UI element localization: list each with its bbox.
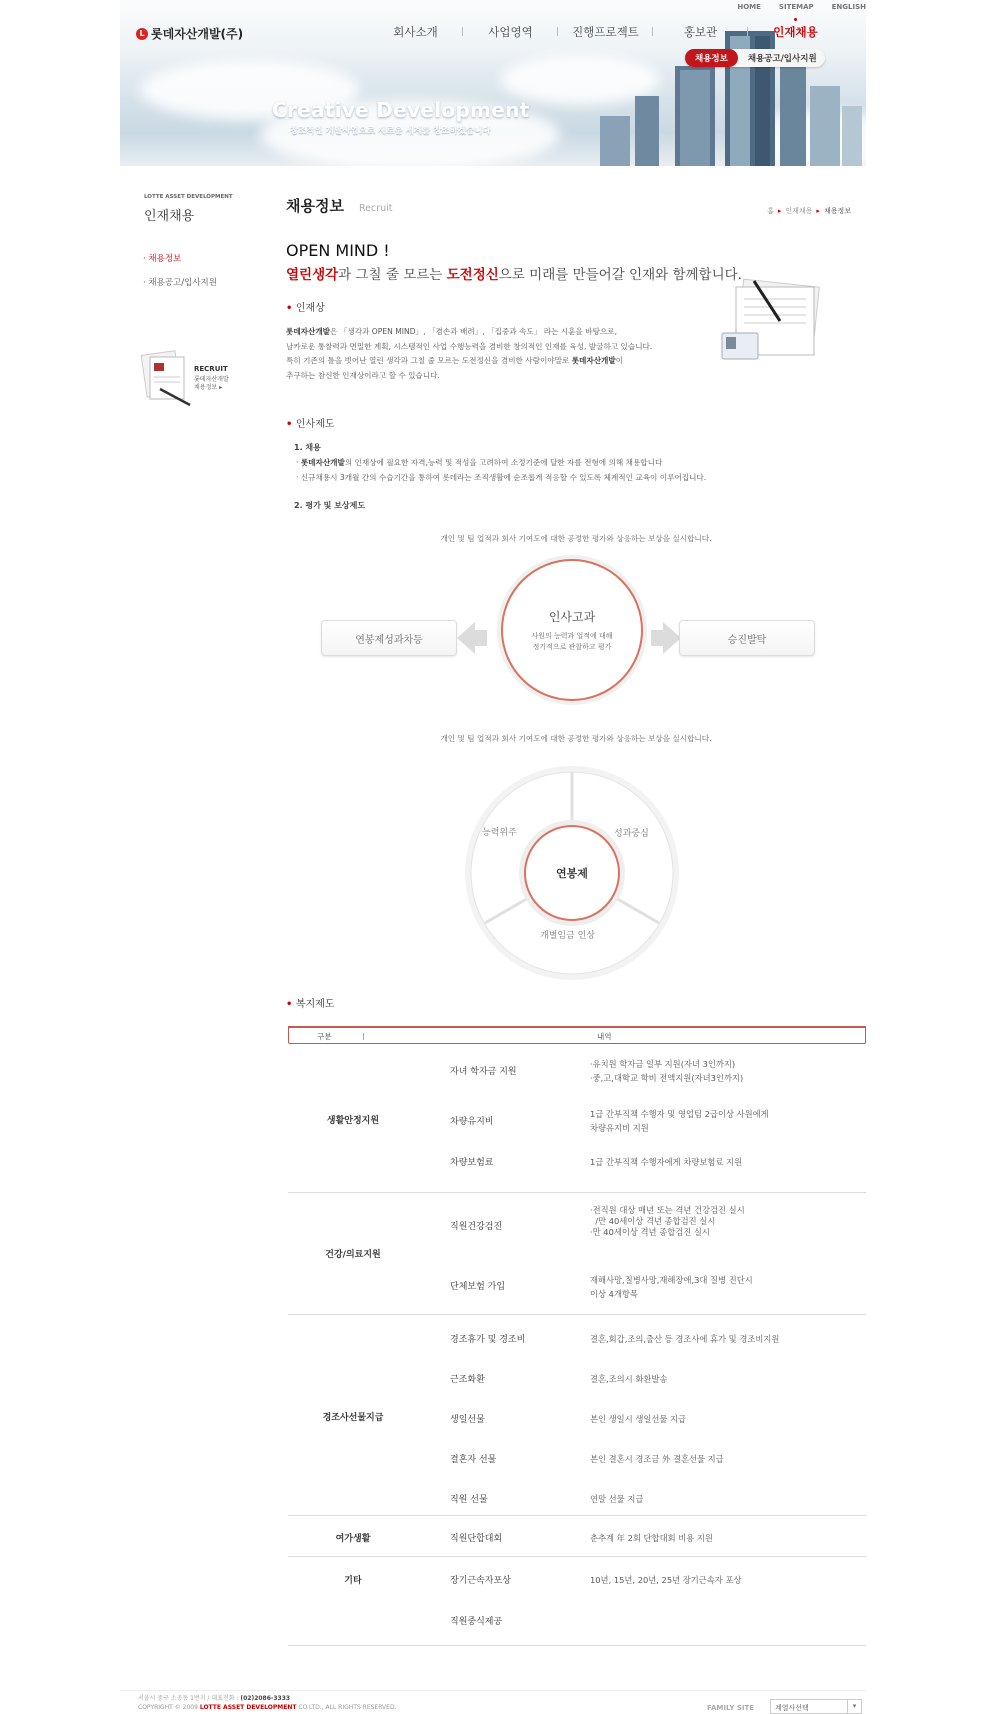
- welfare-detail: ·유치원 학자금 일부 지원(자녀 3인까지) ·중,고,대학교 학비 전액지원(자녀3인까지): [590, 1059, 744, 1083]
- sitemap-link[interactable]: SITEMAP: [778, 3, 814, 11]
- welfare-detail: 본인 결혼시 경조금 外 결혼선물 지급: [590, 1454, 724, 1464]
- banner-title: RECRUIT: [194, 365, 228, 373]
- footer-address: 서울시 중구 소공동 1번지 / 대표전화 :: [138, 1695, 241, 1702]
- left-menu-recruit-info[interactable]: · 채용정보: [143, 252, 217, 264]
- pie-label-individual-raise: 개별임금 인상: [540, 931, 596, 941]
- logo-mark-icon: L: [136, 28, 148, 40]
- talent-text: [286, 325, 652, 383]
- intro-text-2: 으로 미래를 만들어갈 인재와 함께합니다.: [498, 267, 742, 283]
- welfare-detail: ·전직원 대상 매년 또는 격년 건강검진 실시 /만 40세이상 격년 종합검진 실시 ·만 40세이상 격년 종합검진 실시: [590, 1205, 745, 1237]
- welfare-category: 경조사선물지급: [322, 1413, 384, 1423]
- nav-item-business[interactable]: 사업영역: [463, 24, 558, 40]
- footer-divider: [120, 1690, 866, 1691]
- salary-caption: 개인 및 팀 업적과 회사 기여도에 대한 공정한 평가와 상응하는 보상을 실시합니다.: [440, 734, 712, 743]
- arrow-right-icon: [651, 622, 681, 654]
- welfare-detail: 결혼,조의시 화환발송: [590, 1374, 668, 1384]
- nav-item-projects[interactable]: 진행프로젝트: [558, 24, 653, 40]
- dropdown-arrow-icon[interactable]: ▾: [847, 1700, 861, 1713]
- col-header-category: 구분: [317, 1032, 332, 1041]
- page-title: 채용정보: [286, 197, 344, 215]
- footer-company: LOTTE ASSET DEVELOPMENT: [199, 1704, 297, 1711]
- breadcrumb: [767, 206, 851, 216]
- company-name: 롯데자산개발: [300, 458, 345, 467]
- welfare-item: 직원중식제공: [450, 1617, 503, 1627]
- pie-label-ability: 능력위주: [482, 828, 517, 838]
- welfare-item: 직원단합대회: [450, 1534, 503, 1544]
- salary-diff-box: 연봉제성과차등: [321, 620, 457, 656]
- nav-item-recruit-label: 인재채용: [773, 25, 818, 39]
- evaluation-caption: 개인 및 팀 업적과 회사 기여도에 대한 공정한 평가와 상응하는 보상을 실시합니다.: [440, 534, 712, 543]
- intro-subline: [286, 263, 742, 283]
- breadcrumb-current: 채용정보: [823, 207, 851, 215]
- left-title: 인재채용: [144, 209, 195, 224]
- recruit-banner[interactable]: [140, 349, 240, 409]
- buildings-illustration: [580, 26, 866, 166]
- banner-subtitle: 롯데자산개발 채용정보 ▸: [194, 376, 229, 391]
- pie-label-performance: 성과중심: [614, 829, 649, 839]
- footer-rights: CO.LTD., ALL RIGHTS RESERVED.: [296, 1704, 397, 1711]
- family-site-select[interactable]: [770, 1699, 862, 1714]
- hr-subheading-2: 2. 평가 및 보상제도: [294, 501, 366, 510]
- active-dot: [794, 18, 797, 21]
- welfare-item: 경조휴가 및 경조비: [450, 1335, 526, 1345]
- welfare-item: 생일선물: [450, 1415, 485, 1425]
- breadcrumb-arrow-icon: ▸: [777, 207, 782, 215]
- intro-text-1: 과 그칠 줄 모르는: [338, 267, 447, 283]
- welfare-item: 차량유지비: [450, 1117, 494, 1127]
- welfare-group: [288, 1193, 866, 1315]
- welfare-item: 결혼자 선물: [450, 1455, 497, 1465]
- hr-subheading-1: 1. 채용: [294, 443, 321, 452]
- utility-nav: [737, 3, 866, 11]
- resume-illustration: [718, 277, 828, 369]
- nav-item-company[interactable]: 회사소개: [368, 24, 463, 40]
- talent-line-3: 특히 기존의 틀을 벗어난 열린 생각과 그칠 줄 모르는 도전정신을 겸비한 사람이야말로: [286, 356, 572, 366]
- welfare-item: 차량보험료: [450, 1158, 494, 1168]
- footer-copyright: COPYRIGHT © 2009: [138, 1704, 200, 1711]
- footer-info: [138, 1694, 396, 1712]
- welfare-category: 건강/의료지원: [325, 1250, 381, 1260]
- company-logo[interactable]: [136, 25, 243, 42]
- visual-headline: Creative Development: [272, 98, 530, 122]
- promotion-box: 승진발탁: [679, 620, 815, 656]
- logo-text: 롯데자산개발(주): [151, 27, 244, 41]
- family-site-value: 계열사선택: [775, 1704, 809, 1712]
- document-pen-icon: [140, 349, 194, 407]
- hr-heading: • 인사제도: [286, 415, 335, 430]
- welfare-detail: 춘추계 年 2회 단합대회 비용 지원: [590, 1533, 713, 1543]
- welfare-heading: • 복지제도: [286, 995, 335, 1010]
- talent-line-4: 추구하는 참신한 인재상이라고 할 수 있습니다.: [286, 370, 440, 380]
- welfare-category: 생활안정지원: [326, 1116, 380, 1126]
- company-name: 롯데자산개발: [286, 327, 331, 336]
- breadcrumb-arrow-icon: ▸: [816, 207, 820, 215]
- welfare-table-header: [288, 1026, 866, 1044]
- talent-heading: • 인재상: [286, 299, 325, 314]
- welfare-detail: 연말 선물 지급: [590, 1494, 644, 1504]
- family-site-label: FAMILY SITE: [707, 1704, 755, 1712]
- nav-item-recruit[interactable]: [748, 24, 843, 40]
- header-divider: [363, 1033, 364, 1040]
- appraisal-desc-line-1: 사원의 능력과 업적에 대해: [531, 631, 613, 640]
- main-nav: [368, 24, 843, 40]
- welfare-category: 기타: [344, 1576, 362, 1586]
- appraisal-desc-line-2: 정기적으로 관찰하고 평가: [532, 642, 612, 651]
- nav-item-pr[interactable]: 홍보관: [653, 24, 748, 40]
- welfare-detail: 재해사망,질병사망,재해장애,3대 질병 진단시 이상 4개항목: [590, 1275, 753, 1299]
- footer-phone: (02)2086-3333: [240, 1695, 291, 1702]
- visual-subtitle: 창조적인 개발사업으로 새로운 세계를 창조하겠습니다: [290, 126, 491, 136]
- page-title-en: Recruit: [359, 203, 393, 214]
- header-visual: [120, 0, 866, 166]
- col-header-detail: 내역: [597, 1032, 612, 1041]
- welfare-item: 근조화환: [450, 1375, 485, 1385]
- left-menu: [143, 252, 217, 300]
- welfare-detail: 1급 간부직책 수행자 및 영업팀 2급이상 사원에게 차량유지비 지원: [590, 1109, 769, 1133]
- talent-line-3-end: 이: [615, 356, 624, 366]
- left-menu-apply[interactable]: · 채용공고/입사지원: [143, 276, 217, 288]
- welfare-group: [288, 1516, 866, 1557]
- subnav-recruit-info[interactable]: 채용정보: [685, 49, 738, 67]
- welfare-item: 장기근속자포상: [450, 1576, 511, 1586]
- subnav-apply[interactable]: 채용공고/입사지원: [747, 54, 817, 64]
- welfare-item: 직원건강검진: [450, 1222, 503, 1232]
- company-name: 롯데자산개발: [571, 356, 616, 366]
- arrow-left-icon: [457, 622, 487, 654]
- welfare-group: [288, 1045, 866, 1193]
- open-mind-keyword: 열린생각: [286, 267, 339, 283]
- welfare-item: 직원 선물: [450, 1495, 488, 1505]
- hr-bullet-1: 의 인재상에 필요한 자격,능력 및 적성을 고려하여 소정기준에 달한 자를 전형에 의해 채용합니다: [344, 458, 663, 467]
- breadcrumb-recruit[interactable]: 인재채용: [785, 207, 813, 215]
- breadcrumb-home[interactable]: 홈: [767, 207, 774, 215]
- intro-headline: OPEN MIND !: [286, 241, 390, 260]
- welfare-item: 단체보험 가입: [450, 1282, 506, 1292]
- welfare-detail: 본인 생일시 생일선물 지급: [590, 1414, 687, 1424]
- home-link[interactable]: HOME: [737, 3, 761, 11]
- english-link[interactable]: ENGLISH: [831, 3, 866, 11]
- welfare-group: [288, 1557, 866, 1646]
- challenge-keyword: 도전정신: [446, 267, 499, 283]
- salary-system-core: 연봉제: [524, 825, 620, 921]
- talent-line-1: 은 「생각과 OPEN MIND」, 「겸손과 배려」, 「집중과 속도」 라는 시훈을 바탕으로,: [330, 327, 618, 336]
- welfare-detail: 10년, 15년, 20년, 25년 장기근속자 포상: [590, 1575, 742, 1585]
- sub-nav: [685, 49, 825, 67]
- welfare-category: 여가생활: [335, 1534, 371, 1544]
- welfare-detail: 결혼,회갑,조의,출산 등 경조사에 휴가 및 경조비지원: [590, 1334, 780, 1344]
- left-small-title: LOTTE ASSET DEVELOPMENT: [144, 194, 233, 200]
- appraisal-title: 인사고과: [548, 609, 596, 624]
- talent-line-2: 날카로운 통찰력과 면밀한 계획, 시스템적인 사업 수행능력을 겸비한 창의적인 인재를 육성, 발굴하고 있습니다.: [286, 341, 653, 351]
- welfare-group: [288, 1315, 866, 1516]
- hr-bullet-2: · 신규채용시 3개월 간의 수습기간을 통하여 롯데라는 조직생활에 순조롭게 적응할 수 있도록 체계적인 교육이 이루어집니다.: [296, 472, 707, 482]
- appraisal-desc: [531, 631, 612, 653]
- appraisal-circle: [501, 559, 643, 701]
- welfare-item: 자녀 학자금 지원: [450, 1067, 517, 1077]
- welfare-detail: 1급 간부직책 수행자에게 차량보험료 지원: [590, 1157, 743, 1167]
- hr-bullets: · 롯데자산개발의 인재상에 필요한 자격,능력 및 적성을 고려하여 소정기준에 달한 자를 전형에 의해 채용합니다 · 신규채용시 3개월 간의 수습기간을 통하여 롯데라는 조직생활에 순조롭게 적응할 수 있도록 체계적인 교육이 이루어집니다.: [296, 458, 707, 482]
